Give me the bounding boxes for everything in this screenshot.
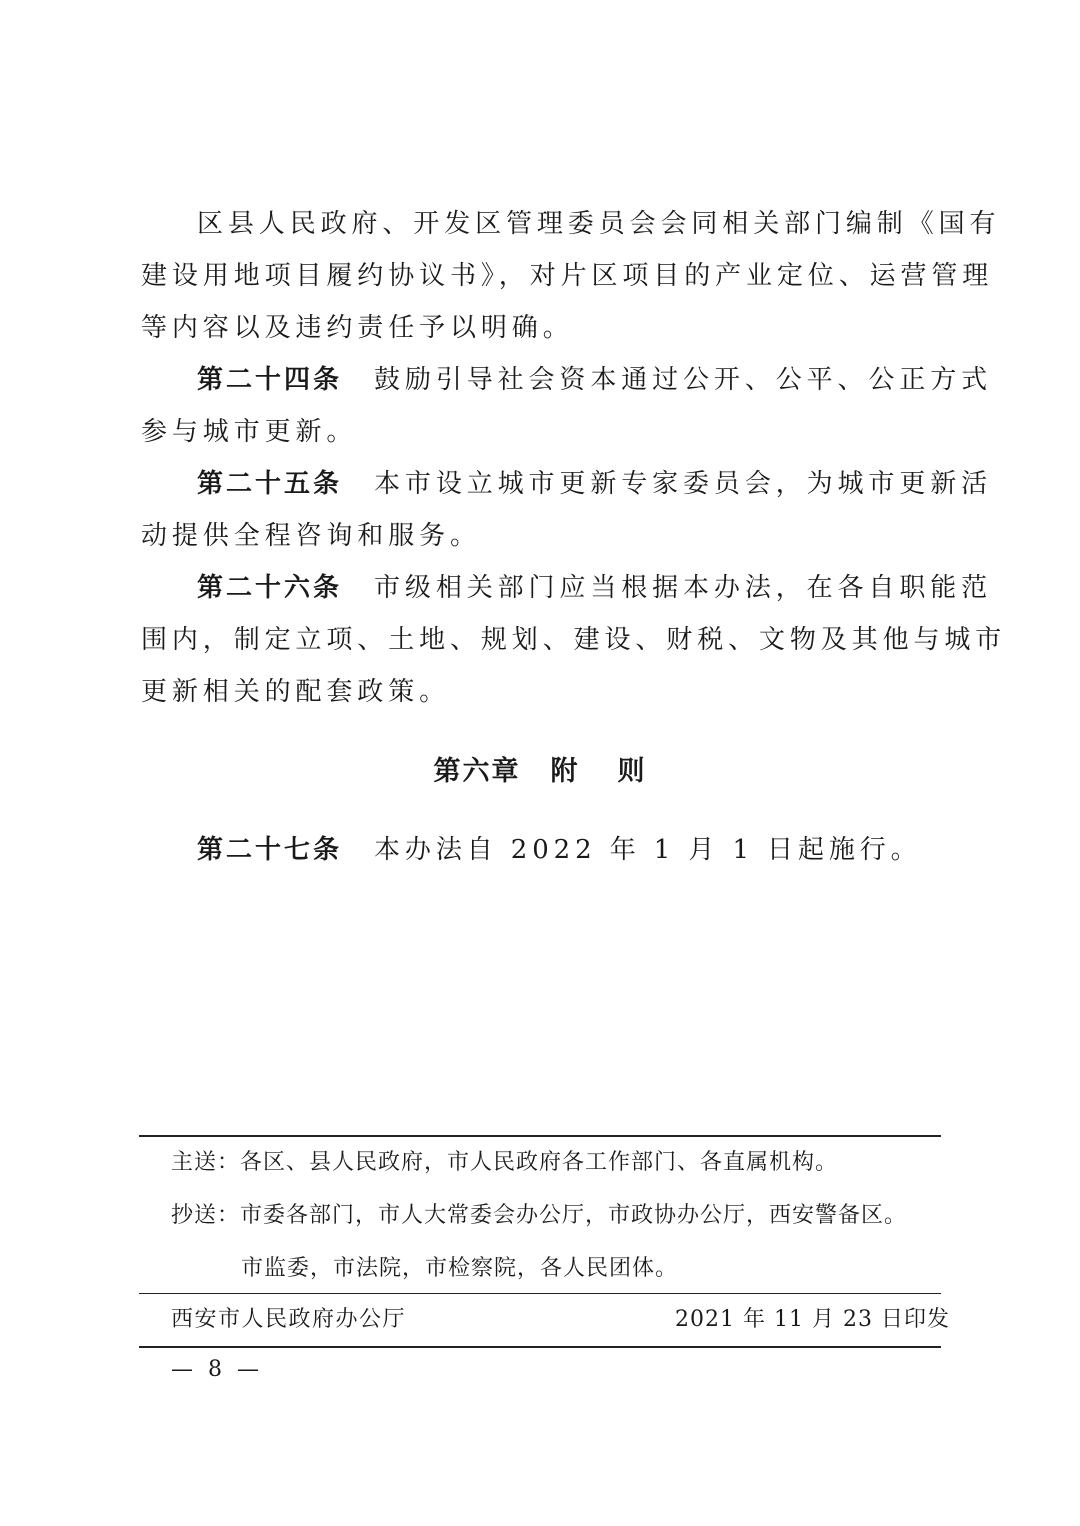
article-24 <box>197 354 993 406</box>
paragraph-line: 围内，制定立项、土地、规划、建设、财税、文物及其他与城市 <box>141 625 1007 655</box>
article-26 <box>197 562 993 614</box>
paragraph-line: 建设用地项目履约协议书》，对片区项目的产业定位、运营管理 <box>141 261 994 291</box>
middle-divider <box>139 1293 941 1294</box>
chapter-number: 第六章 <box>433 756 521 787</box>
article-title: 第二十四条 <box>197 365 343 395</box>
chapter-title-part: 则 <box>617 756 647 787</box>
paragraph-line: 动提供全程咨询和服务。 <box>141 521 481 551</box>
article-text: 本办法自 2022 年 1 月 1 日起施行。 <box>374 835 922 865</box>
issuer: 西安市人民政府办公厅 <box>171 1307 407 1332</box>
main-recipients: 主送：各区、县人民政府，市人民政府各工作部门、各直属机构。 <box>171 1150 839 1175</box>
article-text: 市级相关部门应当根据本办法，在各自职能范 <box>374 573 993 603</box>
article-27 <box>197 824 941 876</box>
bottom-divider <box>139 1346 941 1348</box>
article-text: 本市设立城市更新专家委员会，为城市更新活 <box>374 469 993 499</box>
page-number: — 8 — <box>171 1357 263 1382</box>
chapter-title-part: 附 <box>550 756 580 787</box>
article-title: 第二十五条 <box>197 469 343 499</box>
article-title: 第二十七条 <box>197 835 343 865</box>
copy-recipients-continued: 市监委，市法院，市检察院，各人民团体。 <box>241 1256 679 1281</box>
paragraph-line: 参与城市更新。 <box>141 417 358 447</box>
paragraph-line: 更新相关的配套政策。 <box>141 677 451 707</box>
chapter-heading <box>0 746 1080 798</box>
paragraph-line: 区县人民政府、开发区管理委员会会同相关部门编制《国有 <box>197 209 1001 239</box>
article-title: 第二十六条 <box>197 573 343 603</box>
article-25 <box>197 458 993 510</box>
article-text: 鼓励引导社会资本通过公开、公平、公正方式 <box>374 365 993 395</box>
top-divider <box>139 1135 941 1137</box>
issue-date: 2021 年 11 月 23 日印发 <box>675 1307 950 1332</box>
paragraph-line: 等内容以及违约责任予以明确。 <box>141 313 574 343</box>
copy-recipients: 抄送：市委各部门，市人大常委会办公厅，市政协办公厅，西安警备区。 <box>171 1203 908 1228</box>
